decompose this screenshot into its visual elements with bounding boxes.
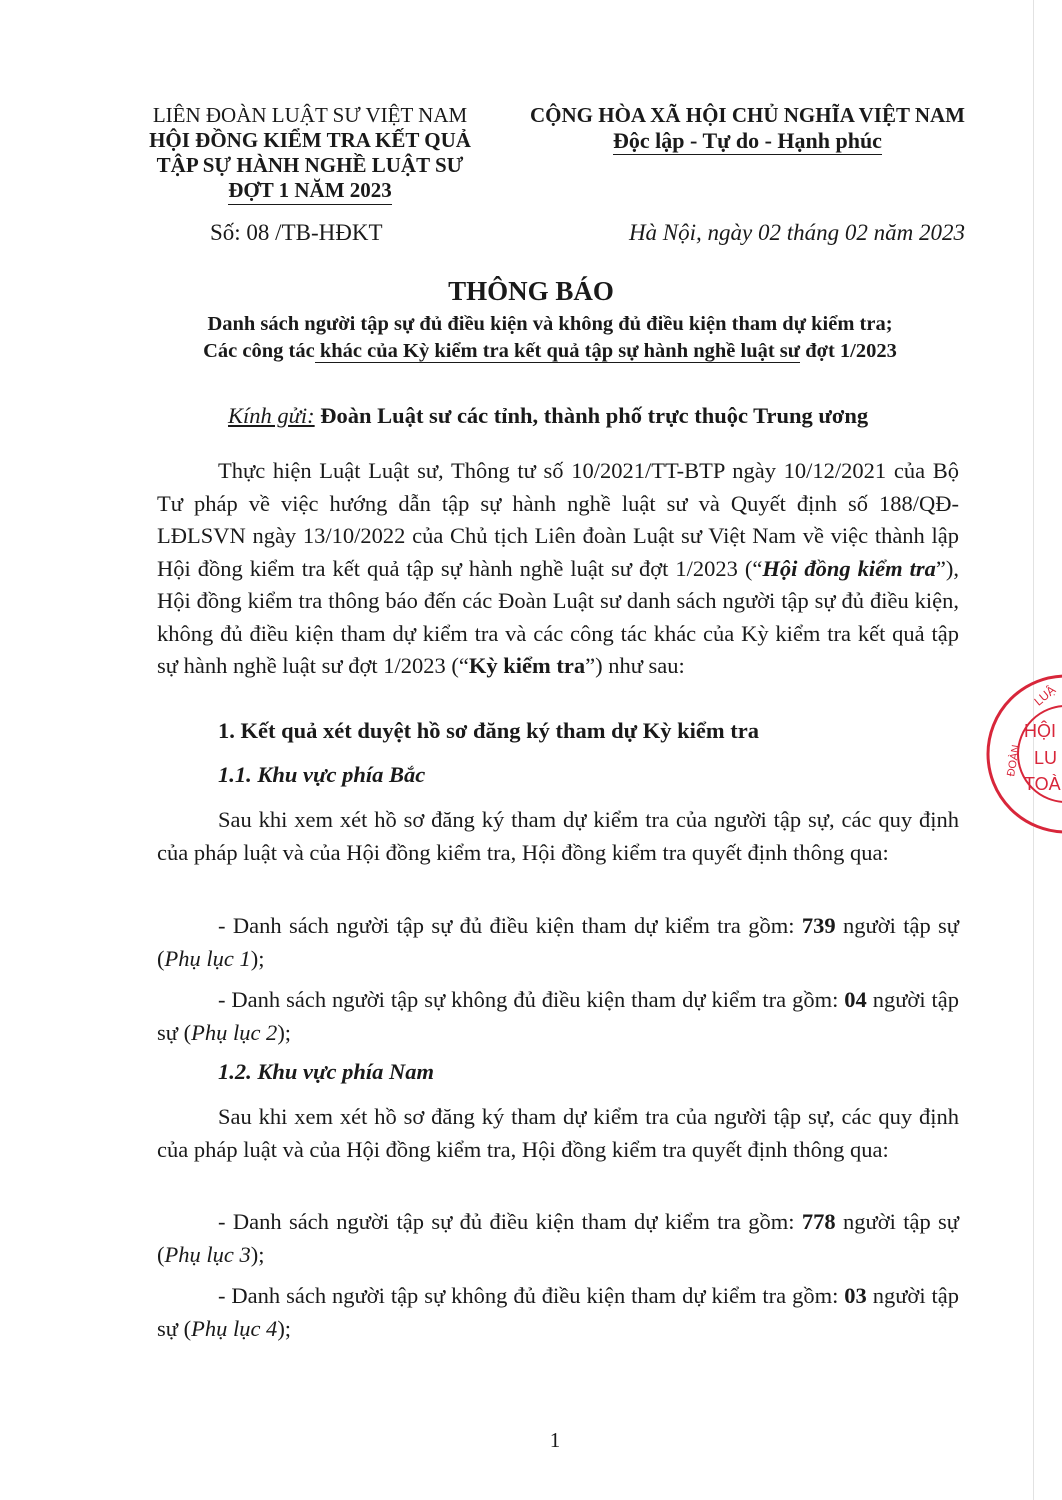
national-header [510, 103, 985, 155]
page-number: 1 [549, 1428, 561, 1452]
section-1-2-heading: 1.2. Khu vực phía Nam [218, 1059, 435, 1084]
council-name-line1: HỘI ĐỒNG KIỂM TRA KẾT QUẢ [149, 128, 471, 152]
issuer-block [120, 103, 500, 205]
subtitle-line2: Các công tác khác của Kỳ kiểm tra kết quả tập sự hành nghề luật sư đợt 1/2023 [203, 340, 897, 362]
document-number: Số: 08 /TB-HĐKT [210, 220, 383, 245]
recipient-text: Đoàn Luật sư các tỉnh, thành phố trực thuộc Trung ương [320, 403, 869, 428]
subtitle-line1: Danh sách người tập sự đủ điều kiện và không đủ điều kiện tham dự kiểm tra; [207, 313, 893, 335]
document-subtitle [100, 311, 1000, 365]
south-ineligible-item: - Danh sách người tập sự không đủ điều kiện tham dự kiểm tra gồm: 03 người tập sự (Phụ lục 4); [157, 1283, 959, 1341]
stamp-text-5: LUẬ [1031, 682, 1059, 709]
north-review-text: Sau khi xem xét hồ sơ đăng ký tham dự kiểm tra của người tập sự, các quy định của pháp luật và của Hội đồng kiểm tra, Hội đồng kiểm tra quyết định thông qua: [157, 807, 959, 865]
document-title: THÔNG BÁO [448, 276, 614, 306]
south-eligible-item: - Danh sách người tập sự đủ điều kiện tham dự kiểm tra gồm: 778 người tập sự (Phụ lục 3); [157, 1209, 959, 1267]
stamp-text-3: TOÀ [1024, 774, 1061, 794]
nation-name: CỘNG HÒA XÃ HỘI CHỦ NGHĨA VIỆT NAM [529, 103, 966, 127]
north-eligible-item: - Danh sách người tập sự đủ điều kiện tham dự kiểm tra gồm: 739 người tập sự (Phụ lục 1); [157, 913, 959, 971]
council-name-line2: TẬP SỰ HÀNH NGHỀ LUẬT SƯ [156, 153, 464, 177]
council-name-line3: ĐỢT 1 NĂM 2023 [228, 178, 392, 205]
stamp-text-4: ĐOÀN [1005, 744, 1023, 778]
issuer-org: LIÊN ĐOÀN LUẬT SƯ VIỆT NAM [152, 103, 468, 127]
official-stamp [984, 672, 1062, 842]
document-date: Hà Nội, ngày 02 tháng 02 năm 2023 [628, 220, 965, 245]
section-1-heading: 1. Kết quả xét duyệt hồ sơ đăng ký tham dự Kỳ kiểm tra [218, 718, 759, 743]
national-motto: Độc lập - Tự do - Hạnh phúc [613, 128, 882, 153]
intro-paragraph: Thực hiện Luật Luật sư, Thông tư số 10/2021/TT-BTP ngày 10/12/2021 của Bộ Tư pháp về việc hướng dẫn tập sự hành nghề luật sư và Quyết định số 188/QĐ-LĐLSVN ngày 13/10/2022 của Chủ tịch Liên đoàn Luật sư Việt Nam về việc thành lập Hội đồng kiểm tra kết quả tập sự hành nghề luật sư đợt 1/2023 (“Hội đồng kiểm tra”), Hội đồng kiểm tra thông báo đến các Đoàn Luật sư danh sách người tập sự đủ điều kiện, không đủ điều kiện tham dự kiểm tra và các công tác khác của Kỳ kiểm tra kết quả tập sự hành nghề luật sư đợt 1/2023 (“Kỳ kiểm tra”) như sau: [157, 458, 959, 678]
stamp-text-2: LU [1034, 748, 1058, 768]
recipient-label: Kính gửi: [228, 403, 315, 428]
section-1-1-heading: 1.1. Khu vực phía Bắc [218, 762, 426, 787]
recipient-line [228, 403, 868, 429]
north-ineligible-item: - Danh sách người tập sự không đủ điều kiện tham dự kiểm tra gồm: 04 người tập sự (Phụ lục 2); [157, 987, 959, 1045]
stamp-text-1: HỘI [1024, 721, 1057, 741]
south-review-text: Sau khi xem xét hồ sơ đăng ký tham dự kiểm tra của người tập sự, các quy định của pháp luật và của Hội đồng kiểm tra, Hội đồng kiểm tra quyết định thông qua: [157, 1104, 959, 1162]
